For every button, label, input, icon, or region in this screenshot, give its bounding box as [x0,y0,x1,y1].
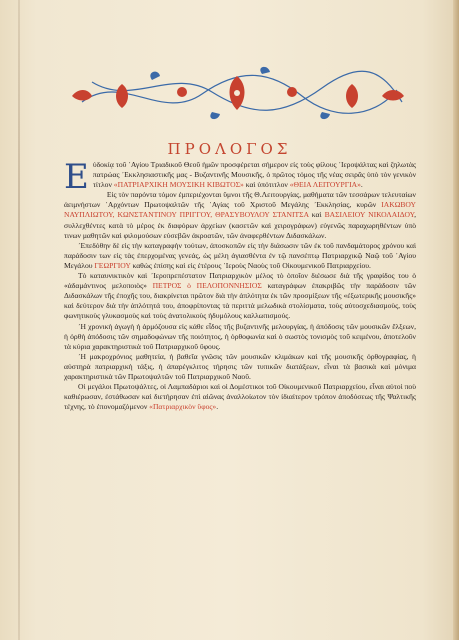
page-edge [453,0,459,640]
paragraph-3 [64,241,416,271]
paragraph-5: ᾽Η χρονικὴ ἀγωγὴ ἡ ἁρμόζουσα εἰς κάθε εἶδος τῆς βυζαντινῆς μελουργίας, ἡ ἀπόδοσις τῶν μουσικῶν ἕλξεων, ἡ ὀρθὴ ἀπόδοσις τῶν σημαδοφώνων τῆς ποιότητος, ἡ ὀρθοφωνία καὶ ὁ σωστὸς τονισμὸς τοῦ κειμένου, ἀποτελοῦν τὰ κύρια χαρακτηριστικὰ τοῦ Πατριαρχικοῦ ὕφους. [64,321,416,351]
text-run: καταγράφων ἐπακριβῶς τὴν παράδοσιν τῶν Διδασκάλων τῆς ἐποχῆς του, διακρίνεται πρῶτον διὰ τὴν ἁπλότητα ἐκ τῶν προσμίξεων τῆς «ἐξωτερικῆς μουσικῆς» καὶ δεύτερον διὰ τὴν ἀπλότητά του, ἀποφρίποντας τὰ περιττὰ μελωδικὰ στολίσματα, τοὺς αὐτοσχεδιασμοὺς, τοὺς φωνητικοὺς γλυκασμοὺς καὶ τοὺς ἀνατολικοὺς ἡδυμόλους καλλωπισμούς. [64,281,416,321]
highlight-church: ΓΕΩΡΓΙΟΥ [94,260,131,270]
highlight-names: ΙΑΚΩΒΟΥ ΝΑΥΠΛΙΩΤΟΥ, ΚΩΝΣΤΑΝΤΙΝΟΥ ΠΡΙΓΓΟΥ, ΘΡΑΣΥΒΟΥΛΟΥ ΣΤΑΝΙΤΣΑ [64,200,416,220]
floral-ornament-icon [62,62,412,126]
text-run: , συλλεχθέντες κατὰ τὸ μέρος ἐκ διαφόρων ἀρχείων (κασετῶν καὶ χειρογράφων) εὐγενῶς παραχωρηθέντων ὑπὸ τινων μαθητῶν καὶ φιλομούσων εὐσεβῶν ἀκροατῶν, τῶν ἀναφερθέντων Διδασκάλων. [64,210,416,240]
paragraph-1 [64,157,416,197]
text-run: Οἱ μεγάλοι Πρωτοψάλτες, οἱ Λαμπαδάριοι καὶ οἱ Δομέστικοι τοῦ Οἰκουμενικοῦ Πατριαρχείου, εἶναι αὐτοὶ ποὺ καθιέρωσαν, ἐστάθωσαν καὶ διετήρησαν ἐπὶ αἰῶνας ἀναλλοίωτον τὸν ἰδιαίτερον τρόπον ἀποδόσεως τῆς Ψαλτικῆς τέχνης, τὸ ἐπονομαζόμενον [64,382,416,412]
highlight-collection-title: «ΠΑΤΡΙΑΡΧΙΚΗ ΜΟΥΣΙΚΗ ΚΙΒΩΤΟΣ» [113,180,244,190]
text-run: Τὸ καταυνικτικὸν καὶ ᾽Ιεροπρεπέστατον Πατριαρχικὸν μέλος τὸ ὁποῖον διέσωσε διὰ τῆς γραφίδος του ὁ «ἀδαμάντινος μελοποιὸς» [64,271,416,291]
text-run: ὐδοκίᾳ τοῦ ᾽Αγίου Τριαδικοῦ Θεοῦ ἡμῶν προσφέρεται σήμερον εἰς τοὺς φίλους ᾽Ιεροψάλτας καὶ ζηλωτὰς πατρώας ᾽Εκκλησιαστικῆς μας - Βυζαντινῆς Μουσικῆς, ὁ πρῶτος τόμος τῆς νέας σειρᾶς ὑπὸ τὸν γενικὸν τίτλον [92,160,416,190]
text-run: καὶ [308,210,325,220]
prologue-body [64,157,416,412]
paragraph-4 [64,271,416,321]
text-run: . [216,402,219,412]
page-title: ΠΡΟΛΟΓΟΣ [167,140,292,158]
text-run: καθὼς ἐπίσης καὶ εἰς ἑτέρους ᾽Ιεροὺς Ναοὺς τοῦ Οἰκουμενικοῦ Πατριαρχείου. [130,260,371,270]
highlight-name: ΒΑΣΙΛΕΙΟΥ ΝΙΚΟΛΑΙΔΟΥ [324,210,415,220]
highlight-style: «Πατριαρχικὸν ὕφος» [149,402,217,412]
paragraph-6: ᾽Η μακροχρόνιος μαθητεία, ἡ βαθεῖα γνῶσις τῶν μουσικῶν κλιμάκων καὶ τῆς μουσικῆς ὀρθογραφίας, ἡ αὐστηρὰ πατριαρχικὴ τάξις, ἡ ἀπαρέγκλιτος τήρησις τῶν τυπικῶν διατάξεων, εἶναι τὰ βασικὰ καὶ μόνιμα χαρακτηριστικὰ τῶν Πρωτοψαλτῶν τοῦ Πατριαρχικοῦ Ναοῦ. [64,351,416,381]
paragraph-2 [64,190,416,240]
highlight-composer: ΠΕΤΡΟΣ ὁ ΠΕΛΟΠΟΝΝΗΣΙΟΣ [152,281,262,291]
text-run: καὶ ὑπότιτλον [243,180,290,190]
text-run: . [360,180,363,190]
highlight-subtitle: «ΘΕΙΑ ΛΕΙΤΟΥΡΓΙΑ» [289,180,361,190]
text-run: ᾽Επεδόθην δὲ εἰς τὴν καταγραφὴν τούτων, ἀποσκοπῶν εἰς τὴν διάσωσιν τῶν ἐκ τοῦ πανδαμάτορος χρόνου καὶ παράδοσιν των εἰς τὰς ἐπερχομένας γενεάς, ὡς μέλη ἀγιασθέντα ἐν τῷ πανσέπτῳ Πατριαρχικῷ Ναῷ τοῦ ᾽Αγίου Μεγάλου [64,240,416,270]
drop-cap: Ε [64,157,89,197]
paragraph-7 [64,382,416,412]
text-run: Εἰς τὸν παρόντα τόμον ἐμπεριέχονται ὕμνοι τῆς Θ.Λειτουργίας, μαθήματα τῶν τεσσάρων τελευταίων ἀειμνήστων ᾽Αρχόντων Πρωτοψαλτῶν τῆς ᾽Αγίας τοῦ Χριστοῦ Μεγάλης ᾽Εκκλησίας, κυρῶν [64,190,416,210]
